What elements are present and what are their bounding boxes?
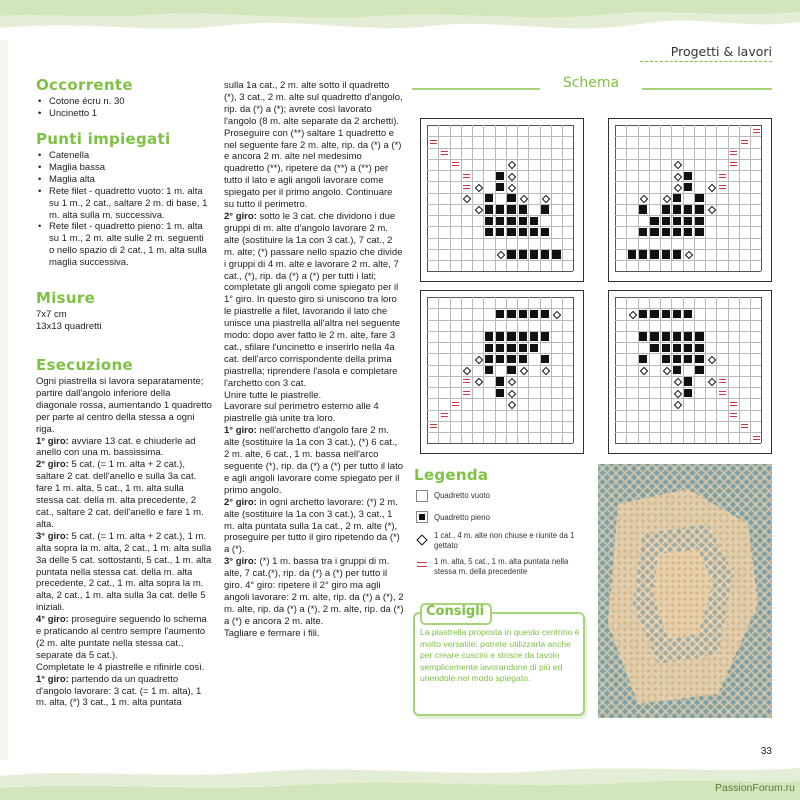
- red-double-line-icon: [740, 422, 748, 430]
- punti-title: Punti impiegati: [36, 130, 171, 148]
- filled-square-icon: [673, 228, 681, 236]
- filled-square-icon: [541, 332, 549, 340]
- occorrente-title: Occorrente: [36, 76, 133, 94]
- filled-square-icon: [684, 332, 692, 340]
- filled-square-icon: [485, 366, 493, 374]
- list-item: • Cotone écru n. 30: [36, 96, 206, 108]
- diamond-icon: [541, 194, 549, 202]
- paragraph: Ogni piastrella si lavora separatamente; partire dall'angolo inferiore della diagonale rossa, aumentando 1 quadretto per parte al centro della stessa a ogni riga.: [36, 376, 212, 435]
- filled-square-icon: [684, 377, 692, 385]
- filled-square-icon: [519, 228, 527, 236]
- filled-square-icon: [684, 310, 692, 318]
- filled-square-icon: [507, 332, 515, 340]
- filled-square-icon: [496, 344, 504, 352]
- section-header: Progetti & lavori: [670, 44, 772, 59]
- filled-square-icon: [695, 344, 703, 352]
- red-double-line-icon: [718, 172, 726, 180]
- consigli-title: Consigli: [426, 604, 485, 619]
- grid-line: [750, 297, 751, 443]
- red-double-line-icon: [451, 160, 459, 168]
- diamond-icon: [707, 377, 715, 385]
- grid-line: [750, 125, 751, 271]
- filled-square-icon: [530, 344, 538, 352]
- diamond-icon: [673, 183, 681, 191]
- filled-square-icon: [673, 194, 681, 202]
- filled-square-icon: [639, 250, 647, 258]
- filled-square-icon: [662, 217, 670, 225]
- grid-line: [427, 260, 573, 261]
- diamond-icon: [496, 250, 504, 258]
- grid-line: [615, 432, 761, 433]
- grid-line: [573, 125, 574, 271]
- red-double-line-icon: [440, 411, 448, 419]
- diamond-icon: [707, 183, 715, 191]
- diamond-icon: [474, 377, 482, 385]
- schema-rule-right: [642, 88, 772, 90]
- filled-square-icon: [485, 344, 493, 352]
- diamond-icon: [628, 310, 636, 318]
- paragraph: 4° giro: proseguire seguendo lo schema e praticando al centro sempre l'aumento (2 m. alte puntate nella stessa cat., separate da 5 cat.).: [36, 614, 207, 661]
- diamond-icon: [519, 366, 527, 374]
- diamond-icon: [519, 194, 527, 202]
- legend-label: Quadretto vuoto: [434, 491, 490, 500]
- grid-line: [615, 443, 761, 444]
- filled-square-icon: [695, 366, 703, 374]
- filled-square-icon: [485, 217, 493, 225]
- filled-square-icon: [662, 205, 670, 213]
- page-number: 33: [760, 746, 772, 757]
- red-double-line-icon: [462, 377, 470, 385]
- filled-square-icon: [507, 366, 515, 374]
- filled-square-icon: [507, 194, 515, 202]
- filled-square-icon: [662, 310, 670, 318]
- filled-square-icon: [673, 205, 681, 213]
- red-double-line-icon: [718, 183, 726, 191]
- diamond-icon: [673, 400, 681, 408]
- filled-square-icon: [541, 310, 549, 318]
- filled-square-icon: [639, 228, 647, 236]
- filled-square-icon: [673, 217, 681, 225]
- grid-line: [761, 125, 762, 271]
- grid-line: [427, 271, 573, 272]
- red-double-line-icon: [462, 183, 470, 191]
- filled-square-icon: [519, 310, 527, 318]
- diamond-icon: [662, 366, 670, 374]
- red-double-line-icon: [752, 127, 760, 135]
- filled-square-icon: [416, 511, 428, 523]
- crochet-doily-photo: [598, 464, 772, 718]
- empty-square-icon: [416, 490, 428, 502]
- paragraph: Completate le 4 piastrelle e rifinirle così.: [36, 661, 205, 673]
- red-double-line-icon: [729, 160, 737, 168]
- grid-line: [761, 297, 762, 443]
- filled-square-icon: [684, 389, 692, 397]
- diamond-icon: [474, 183, 482, 191]
- schema-rule-left: [412, 88, 540, 90]
- filled-square-icon: [519, 217, 527, 225]
- filled-square-icon: [684, 205, 692, 213]
- filled-square-icon: [639, 332, 647, 340]
- filled-square-icon: [684, 172, 692, 180]
- diamond-icon: [707, 205, 715, 213]
- red-double-line-icon: [718, 377, 726, 385]
- diamond-icon: [673, 377, 681, 385]
- filled-square-icon: [684, 355, 692, 363]
- red-double-line-icon: [729, 400, 737, 408]
- filled-square-icon: [485, 194, 493, 202]
- filled-square-icon: [530, 217, 538, 225]
- filled-square-icon: [496, 332, 504, 340]
- diamond-icon: [552, 310, 560, 318]
- filled-square-icon: [628, 250, 636, 258]
- paragraph: 2° giro: 5 cat. (= 1 m. alta + 2 cat.), saltare 2 cat. dell'anello e sulla 3a cat. fare 1 m. alta, 5 cat., 1 m. alta sulla stessa cat. della m. alta precedente, 2 cat., saltare 2 cat. dell'anello e fare 1 m. alta.: [36, 459, 204, 530]
- schema-title: Schema: [562, 75, 620, 91]
- red-double-line-icon: [429, 422, 437, 430]
- grid-line: [427, 432, 573, 433]
- filled-square-icon: [662, 228, 670, 236]
- red-double-line-icon: [718, 389, 726, 397]
- filled-square-icon: [684, 183, 692, 191]
- paragraph: Lavorare sul perimetro esterno alle 4 piastrelle già unite tra loro.: [224, 401, 379, 425]
- filled-square-icon: [639, 310, 647, 318]
- red-double-line-icon: [729, 149, 737, 157]
- decorative-brush-top: [0, 0, 800, 40]
- occorrente-list: [36, 96, 206, 120]
- diamond-icon: [474, 205, 482, 213]
- diamond-icon: [673, 172, 681, 180]
- red-double-line-icon: [440, 149, 448, 157]
- filled-square-icon: [485, 355, 493, 363]
- decorative-brush-bottom: [0, 762, 800, 800]
- grid-line: [427, 421, 573, 422]
- filled-square-icon: [695, 194, 703, 202]
- filet-chart-bottom-left: [420, 290, 584, 454]
- grid-line: [562, 297, 563, 443]
- filled-square-icon: [496, 389, 504, 397]
- filled-square-icon: [552, 250, 560, 258]
- paragraph: 1° giro: avviare 13 cat. e chiuderle ad anello con una m. bassissima.: [36, 435, 196, 459]
- filled-square-icon: [519, 344, 527, 352]
- filled-square-icon: [673, 250, 681, 258]
- misure-line: 7x7 cm: [36, 309, 67, 320]
- punti-list: [36, 150, 208, 269]
- filled-square-icon: [662, 355, 670, 363]
- grid-line: [615, 271, 761, 272]
- diamond-icon: [639, 194, 647, 202]
- filled-square-icon: [519, 250, 527, 258]
- filled-square-icon: [507, 228, 515, 236]
- misure-text: [36, 309, 206, 333]
- filled-square-icon: [507, 250, 515, 258]
- filled-square-icon: [496, 355, 504, 363]
- header-rule: [640, 61, 772, 62]
- diamond-icon: [462, 194, 470, 202]
- legenda-title: Legenda: [414, 466, 489, 484]
- filled-square-icon: [673, 332, 681, 340]
- diamond-icon: [462, 366, 470, 374]
- consigli-text: La piastrella proposta in questo centrino è molto versatile: potrete utilizzarla anche per creare cuscini e strisce da tavolo semplicemente lavorandone di più ed unendole nel modo spiegato.: [420, 627, 580, 684]
- red-double-line-icon: [451, 400, 459, 408]
- paragraph: 1° giro: partendo da un quadretto d'angolo lavorare: 3 cat. (= 1 m. alta), 1 m. alta, (*) 3 cat., 1 m. alta puntata: [36, 673, 202, 709]
- diamond-icon: [673, 160, 681, 168]
- misure-line: 13x13 quadretti: [36, 320, 102, 332]
- filled-square-icon: [496, 310, 504, 318]
- filled-square-icon: [662, 344, 670, 352]
- filled-square-icon: [507, 344, 515, 352]
- list-item: • Maglia alta: [36, 174, 208, 186]
- filled-square-icon: [650, 217, 658, 225]
- filled-square-icon: [530, 228, 538, 236]
- filled-square-icon: [507, 217, 515, 225]
- filled-square-icon: [673, 344, 681, 352]
- diamond-icon: [507, 183, 515, 191]
- filled-square-icon: [662, 250, 670, 258]
- filled-square-icon: [650, 250, 658, 258]
- filled-square-icon: [695, 228, 703, 236]
- filled-square-icon: [530, 310, 538, 318]
- diamond-icon: [507, 172, 515, 180]
- filled-square-icon: [485, 332, 493, 340]
- esecuzione-column-2: [224, 80, 404, 640]
- filled-square-icon: [541, 250, 549, 258]
- esecuzione-column-1: [36, 376, 212, 709]
- filled-square-icon: [650, 332, 658, 340]
- filled-square-icon: [496, 172, 504, 180]
- diamond-icon: [662, 194, 670, 202]
- red-double-line-icon: [752, 434, 760, 442]
- left-margin-strip: [0, 40, 8, 760]
- filled-square-icon: [485, 228, 493, 236]
- paragraph: 1° giro: nell'archetto d'angolo fare 2 m. alte (sostituire la 1a con 3 cat.), (*) 6 cat., 2 m. alte, 6 cat., 1 m. bassa nell'arco seguente (*), rip. da (*) a (*) per tutto il lato e agli angoli lavorare come spiegato per il primo angolo.: [224, 425, 403, 496]
- watermark: PassionForum.ru: [715, 782, 795, 794]
- paragraph: 3° giro: 5 cat. (= 1 m. alta + 2 cat.), 1 m. alta sopra la m. alta, 2 cat., 1 m. alta sulla 3a delle 5 cat. sottostanti, 5 cat., 1 m. alta puntata nella stessa cat. della m. alta precedente, 2 cat., 1 m. alta sopra la m. alta, 2 cat., 1 m. alta sulla 3a cat. delle 5 iniziali.: [36, 530, 212, 614]
- filled-square-icon: [507, 205, 515, 213]
- filled-square-icon: [650, 310, 658, 318]
- grid-line: [573, 297, 574, 443]
- paragraph: Unire tutte le piastrelle.: [224, 389, 322, 401]
- filled-square-icon: [496, 183, 504, 191]
- diamond-icon: [507, 377, 515, 385]
- diamond-icon: [507, 389, 515, 397]
- filet-chart-top-left: [420, 118, 584, 282]
- filled-square-icon: [541, 228, 549, 236]
- filled-square-icon: [485, 205, 493, 213]
- diamond-icon: [639, 366, 647, 374]
- filled-square-icon: [639, 205, 647, 213]
- filled-square-icon: [530, 250, 538, 258]
- list-item: • Maglia bassa: [36, 162, 208, 174]
- paragraph: 2° giro: sotto le 3 cat. che dividono i due gruppi di m. alte d'angolo lavorare 2 m. alte (sostituire la 1a con 3 cat.), 7 cat., 2 m. alte; (*) passare nello spazio che divide i gruppi di 4 m. alte e lavorare 2 m. alte, 7 cat., (*), rip. da (*) a (*) per tutti i lati; completate gli angoli come spiegato per il 1° giro. In questo giro si uniscono tra loro le piastrelle a filet, lavorando il lato che unisce una piastrella all'altra nel seguente modo: dopo aver fatto le 2 m. alte, fare 3 cat., sfilare l'uncinetto e inserirlo nella 4a cat. dell'arco corrispondente della prima piastrella; riprendere l'asola e completare l'archetto con 3 cat.: [224, 210, 403, 389]
- grid-line: [615, 260, 761, 261]
- red-double-line-icon: [462, 172, 470, 180]
- diamond-icon: [684, 250, 692, 258]
- filled-square-icon: [519, 205, 527, 213]
- filled-square-icon: [662, 332, 670, 340]
- filled-square-icon: [530, 332, 538, 340]
- red-double-line-icon: [416, 559, 428, 571]
- red-double-line-icon: [429, 138, 437, 146]
- paragraph: 2° giro: in ogni archetto lavorare: (*) 2 m. alte (sostituire la 1a con 3 cat.), 3 cat., 1 m. alta puntata sulla 1a cat., 2 m. alte (*), proseguire per tutto il giro ripetendo da (*) a (*).: [224, 496, 400, 556]
- filet-chart-bottom-right: [608, 290, 772, 454]
- filled-square-icon: [496, 205, 504, 213]
- filled-square-icon: [673, 355, 681, 363]
- filled-square-icon: [519, 332, 527, 340]
- legend-label: 1 m. alta, 5 cat., 1 m. alta puntata nella stessa m. della precedente: [434, 557, 569, 576]
- filled-square-icon: [519, 355, 527, 363]
- filled-square-icon: [541, 205, 549, 213]
- filled-square-icon: [496, 228, 504, 236]
- list-item: • Rete filet - quadretto pieno: 1 m. alta su 1 m., 2 m. alte sulle 2 m. seguenti o nello spazio di 2 cat., 1 m. alta sulla maglia successiva.: [36, 221, 208, 269]
- diamond-icon: [707, 355, 715, 363]
- filled-square-icon: [496, 377, 504, 385]
- list-item: • Rete filet - quadretto vuoto: 1 m. alta su 1 m., 2 cat., saltare 2 m. di base, 1 m. alta sulla m. successiva.: [36, 186, 208, 222]
- diamond-icon: [541, 366, 549, 374]
- red-double-line-icon: [729, 411, 737, 419]
- filled-square-icon: [507, 310, 515, 318]
- grid-line: [427, 443, 573, 444]
- filled-square-icon: [650, 228, 658, 236]
- legend-label: Quadretto pieno: [434, 513, 490, 522]
- filled-square-icon: [639, 355, 647, 363]
- filled-square-icon: [541, 355, 549, 363]
- diamond-icon: [673, 389, 681, 397]
- list-item: • Uncinetto 1: [36, 108, 206, 120]
- red-double-line-icon: [462, 389, 470, 397]
- diamond-icon: [507, 160, 515, 168]
- filled-square-icon: [673, 310, 681, 318]
- legend-label: 1 cat., 4 m. alte non chiuse e riunite da 1 gettato: [434, 531, 575, 550]
- filled-square-icon: [673, 366, 681, 374]
- filled-square-icon: [695, 332, 703, 340]
- misure-title: Misure: [36, 289, 96, 307]
- filled-square-icon: [507, 355, 515, 363]
- red-double-line-icon: [740, 138, 748, 146]
- filled-square-icon: [496, 217, 504, 225]
- diamond-icon: [474, 355, 482, 363]
- paragraph: sulla 1a cat., 2 m. alte sotto il quadretto (*), 3 cat., 2 m. alte sul quadretto d'angolo, rip. da (*) a (*); avrete così lavorato l'angolo (8 m. alte separate da 2 archetti). Proseguire con (**) saltare 1 quadretto e nel seguente fare 2 m. alte, rip. da (*) a (*) e ancora 2 m. alte nel medesimo quadretto (**), ripetere da (**) a (**) per tutto il lato e agli angoli lavorare come spiegato per il primo angolo. Continuare su tutto il perimetro.: [224, 80, 403, 211]
- filet-chart-top-right: [608, 118, 772, 282]
- diamond-icon: [507, 400, 515, 408]
- paragraph: 3° giro: (*) 1 m. bassa tra i gruppi di m. alte, 7 cat.(*), rip. da (*) a (*) per tutto il giro. 4° giro: ripetere il 2° giro ma agli angoli lavorare: 2 m. alte, rip. da (*) a (*), 2 m. alte, rip. da (*) a (*), 2 m. alte, rip. da (*) a (*) e ancora 2 m. alte.: [224, 556, 404, 627]
- diamond-icon: [416, 534, 428, 546]
- filled-square-icon: [695, 355, 703, 363]
- filled-square-icon: [684, 217, 692, 225]
- filled-square-icon: [695, 205, 703, 213]
- filled-square-icon: [695, 217, 703, 225]
- filled-square-icon: [650, 344, 658, 352]
- paragraph: Tagliare e fermare i fili.: [224, 627, 320, 639]
- list-item: • Catenella: [36, 150, 208, 162]
- filled-square-icon: [684, 344, 692, 352]
- esecuzione-title: Esecuzione: [36, 356, 133, 374]
- grid-line: [562, 125, 563, 271]
- filled-square-icon: [684, 228, 692, 236]
